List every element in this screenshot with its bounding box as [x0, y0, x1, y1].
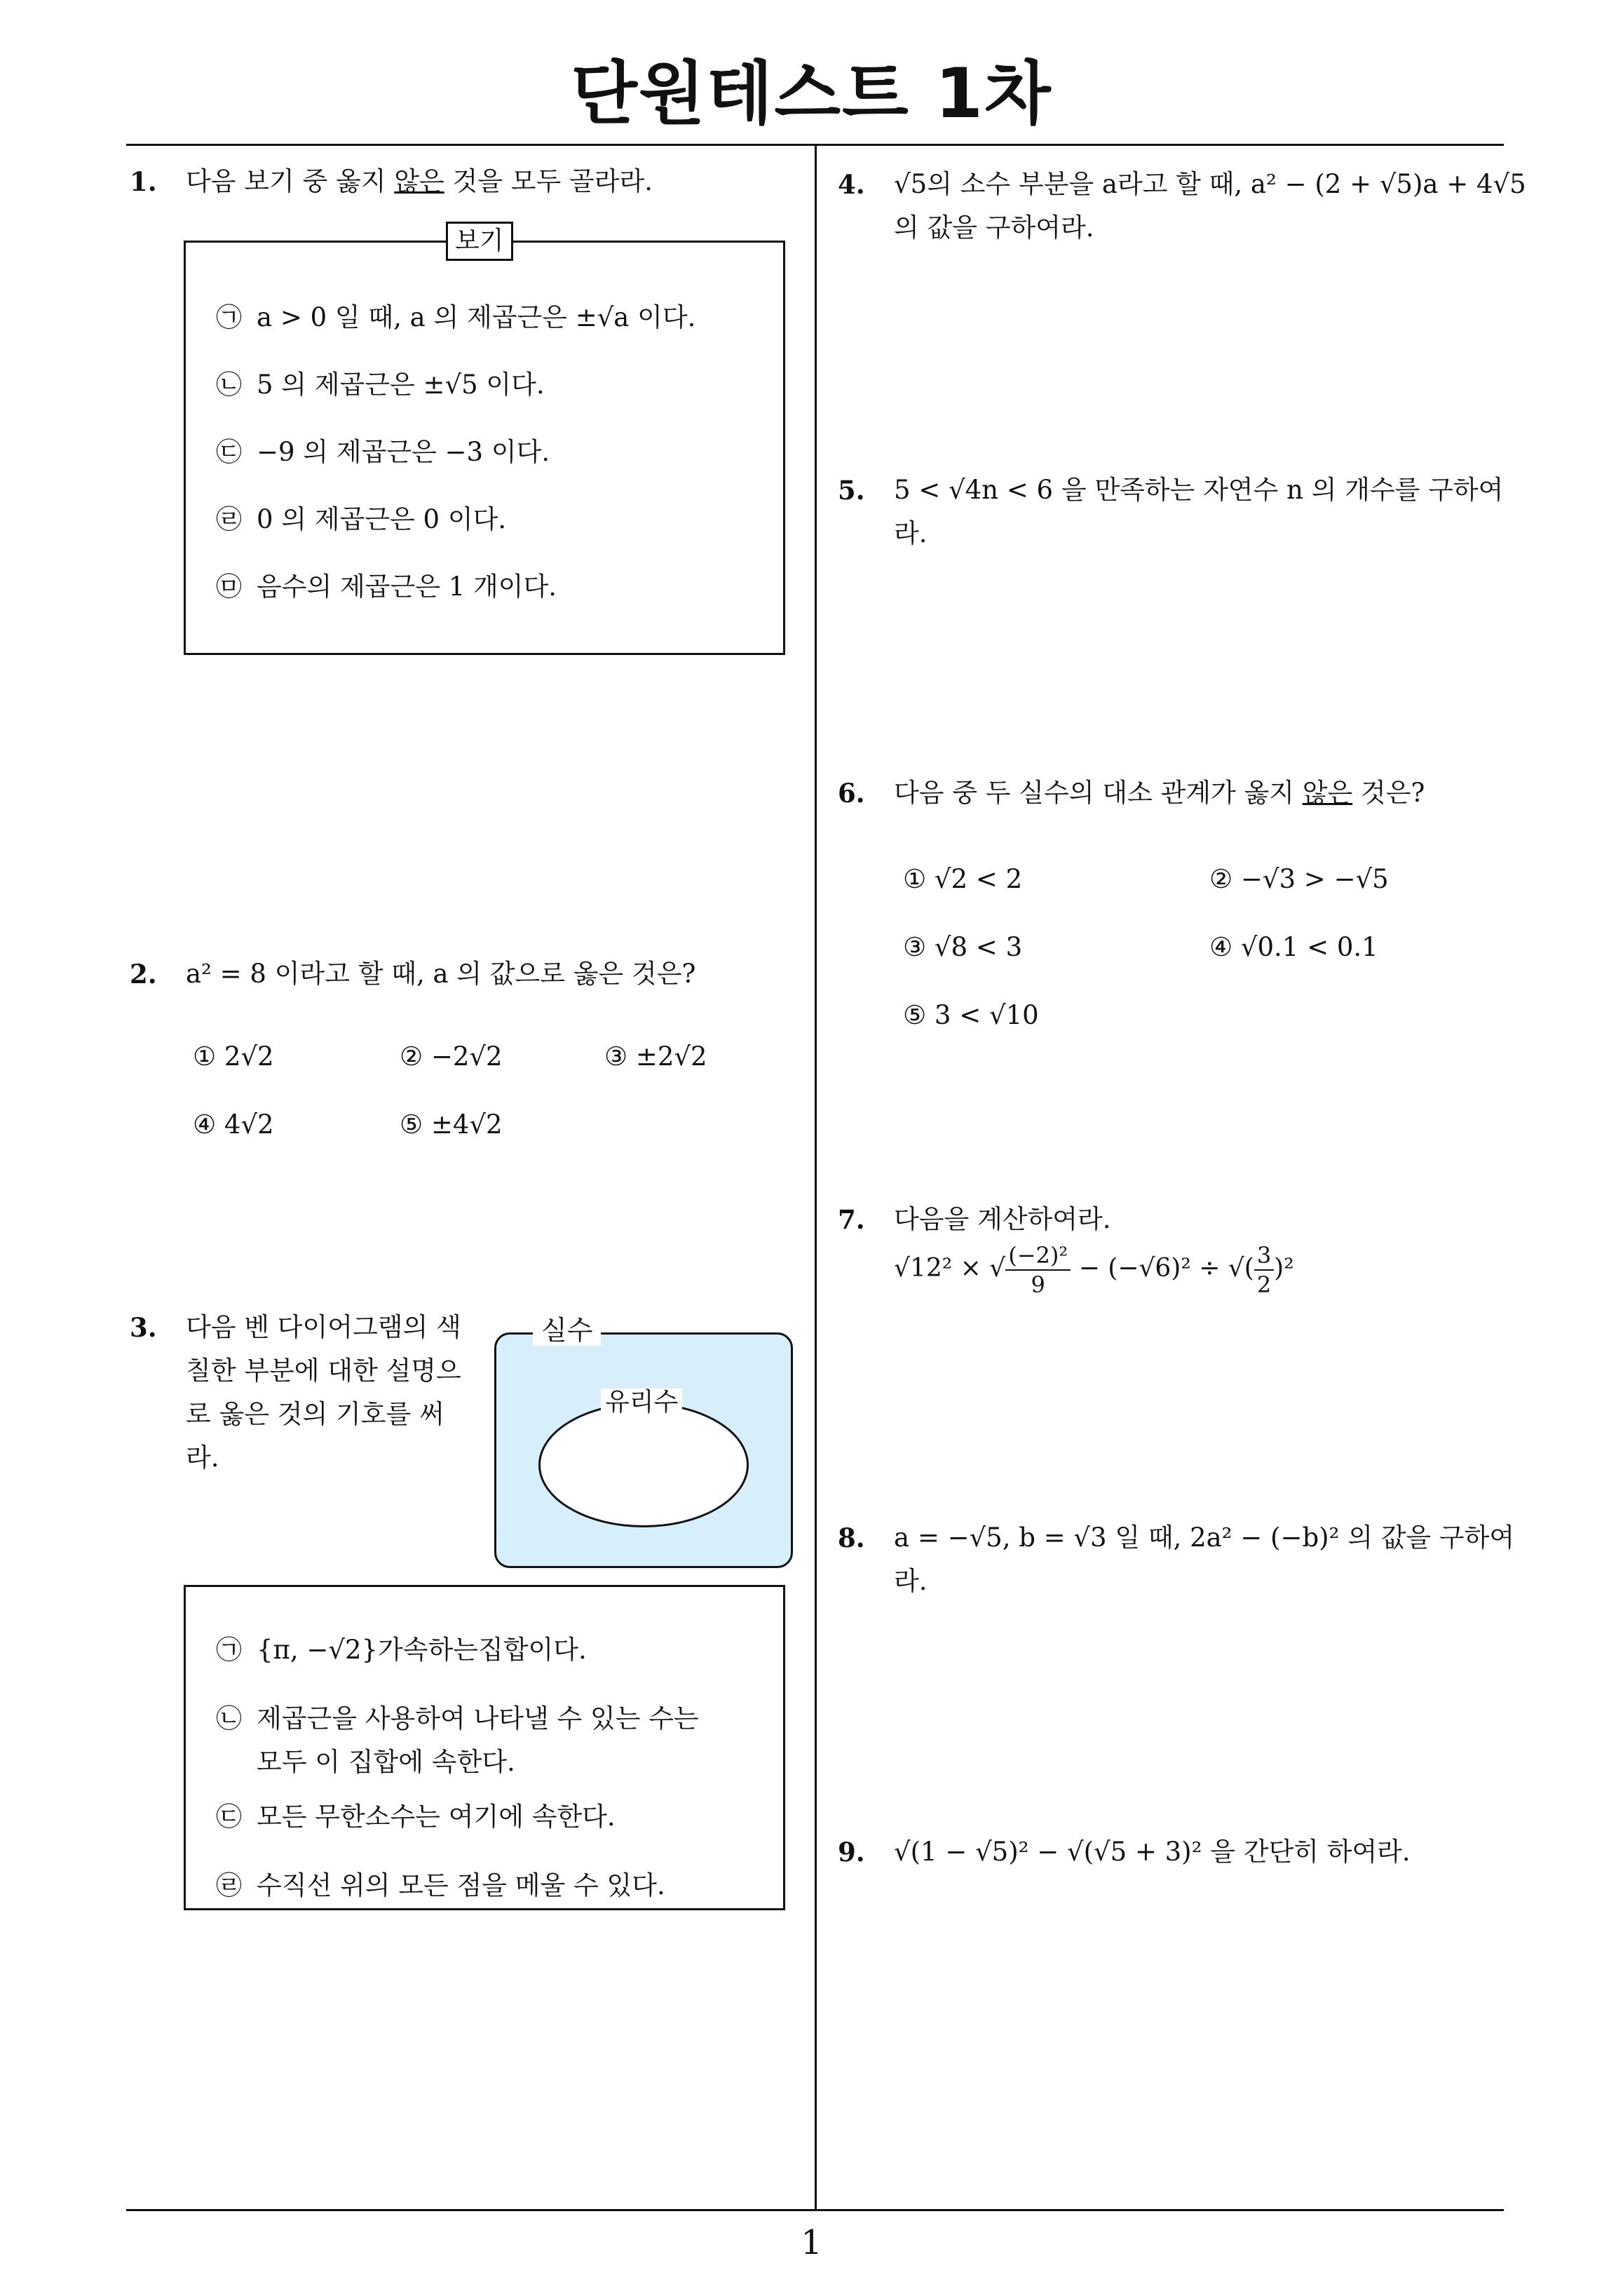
example-item: ㉣ 0 의 제곱근은 0 이다.: [216, 504, 507, 534]
question-number: 4.: [838, 169, 865, 200]
question-text-line: 라.: [186, 1443, 219, 1473]
question-number: 5.: [838, 475, 865, 506]
answer-choice: ① 2√2: [193, 1041, 274, 1072]
page-title: 단원테스트 1차: [571, 54, 1052, 134]
question-6: [838, 771, 1539, 815]
page-number: 1: [801, 2223, 822, 2262]
answer-choice: ③ ±2√2: [604, 1041, 707, 1072]
question-text: a² = 8 이라고 할 때, a 의 값으로 옳은 것은?: [186, 959, 696, 989]
question-8: [838, 1516, 1539, 1603]
answer-choice: ④ 4√2: [193, 1109, 274, 1140]
question-4: [838, 163, 1539, 250]
question-7: [838, 1198, 1539, 1299]
question-text-line: √5의 소수 부분을 a라고 할 때, a² − (2 + √5)a + 4√5: [894, 169, 1526, 199]
fraction: $\frac{3}{2}$: [1254, 1241, 1274, 1299]
example-item: ㉡ 5 의 제곱근은 ±√5 이다.: [216, 370, 545, 400]
question-2: [130, 952, 796, 996]
fraction: $\frac{\text{(−2)²}}{9}$: [1005, 1241, 1071, 1299]
column-divider: [815, 146, 817, 2209]
example-item: ㉤ 음수의 제곱근은 1 개이다.: [216, 572, 557, 602]
question-number: 7.: [838, 1204, 865, 1235]
question-3: [130, 1306, 480, 1480]
question-text-line: 라.: [894, 518, 928, 548]
venn-outer-label: 실수: [533, 1315, 601, 1346]
example-item: ㉠ a > 0 일 때, a 의 제곱근은 ±√a 이다.: [216, 302, 696, 332]
question-9: [838, 1830, 1539, 1874]
question-1: [130, 160, 796, 203]
question-text: 다음 중 두 실수의 대소 관계가 옳지 않은 것은?: [894, 778, 1425, 808]
question-text: √(1 − √5)² − √(√5 + 3)² 을 간단히 하여라.: [894, 1837, 1411, 1867]
question-number: 6.: [838, 778, 865, 809]
math-expression: √12² × √ $\frac{\text{(−2)²}}{9}$ − (−√6)² ÷ √( $\frac{3}{2}$ )²: [894, 1242, 1294, 1298]
question-text-line: 다음을 계산하여라.: [894, 1204, 1111, 1234]
answer-choice: ③ √8 < 3: [903, 932, 1023, 962]
question-text: 다음 보기 중 옳지 않은 것을 모두 골라라.: [186, 166, 653, 196]
venn-inner-label: 유리수: [601, 1389, 682, 1417]
question-number: 2.: [130, 959, 157, 990]
answer-choice: ⑤ 3 < √10: [903, 1000, 1039, 1030]
question-number: 1.: [130, 166, 157, 197]
question-text-line: a = −√5, b = √3 일 때, 2a² − (−b)² 의 값을 구하여: [894, 1522, 1515, 1553]
statement-item-continued: 모두 이 집합에 속한다.: [257, 1747, 515, 1777]
question-text-line: 라.: [894, 1566, 928, 1596]
example-item: ㉢ −9 의 제곱근은 −3 이다.: [216, 437, 550, 467]
answer-choice: ④ √0.1 < 0.1: [1209, 932, 1378, 962]
answer-choice: ② −2√2: [400, 1041, 503, 1072]
question-number: 8.: [838, 1522, 865, 1553]
statement-item: ㉠ {π, −√2}가속하는집합이다.: [216, 1635, 587, 1665]
question-5: [838, 468, 1539, 555]
question-text-line: 의 값을 구하여라.: [894, 212, 1094, 243]
answer-choice: ② −√3 > −√5: [1209, 864, 1389, 894]
answer-choice: ⑤ ±4√2: [400, 1109, 503, 1140]
venn-rational-numbers-ellipse: [538, 1403, 749, 1527]
question-text-line: 5 < √4n < 6 을 만족하는 자연수 n 의 개수를 구하여: [894, 475, 1504, 505]
example-box-label: 보기: [446, 222, 513, 261]
statement-item: ㉢ 모든 무한소수는 여기에 속한다.: [216, 1802, 616, 1832]
statement-item: ㉡ 제곱근을 사용하여 나타낼 수 있는 수는: [216, 1703, 699, 1734]
question-text-line: 로 옳은 것의 기호를 써: [186, 1399, 444, 1429]
question-number: 3.: [130, 1312, 157, 1343]
answer-choice: ① √2 < 2: [903, 864, 1023, 894]
question-number: 9.: [838, 1837, 865, 1868]
bottom-rule: [126, 2209, 1504, 2211]
statement-item: ㉣ 수직선 위의 모든 점을 메울 수 있다.: [216, 1870, 665, 1900]
question-text-line: 다음 벤 다이어그램의 색: [186, 1312, 461, 1342]
question-text-line: 칠한 부분에 대한 설명으: [186, 1356, 461, 1386]
